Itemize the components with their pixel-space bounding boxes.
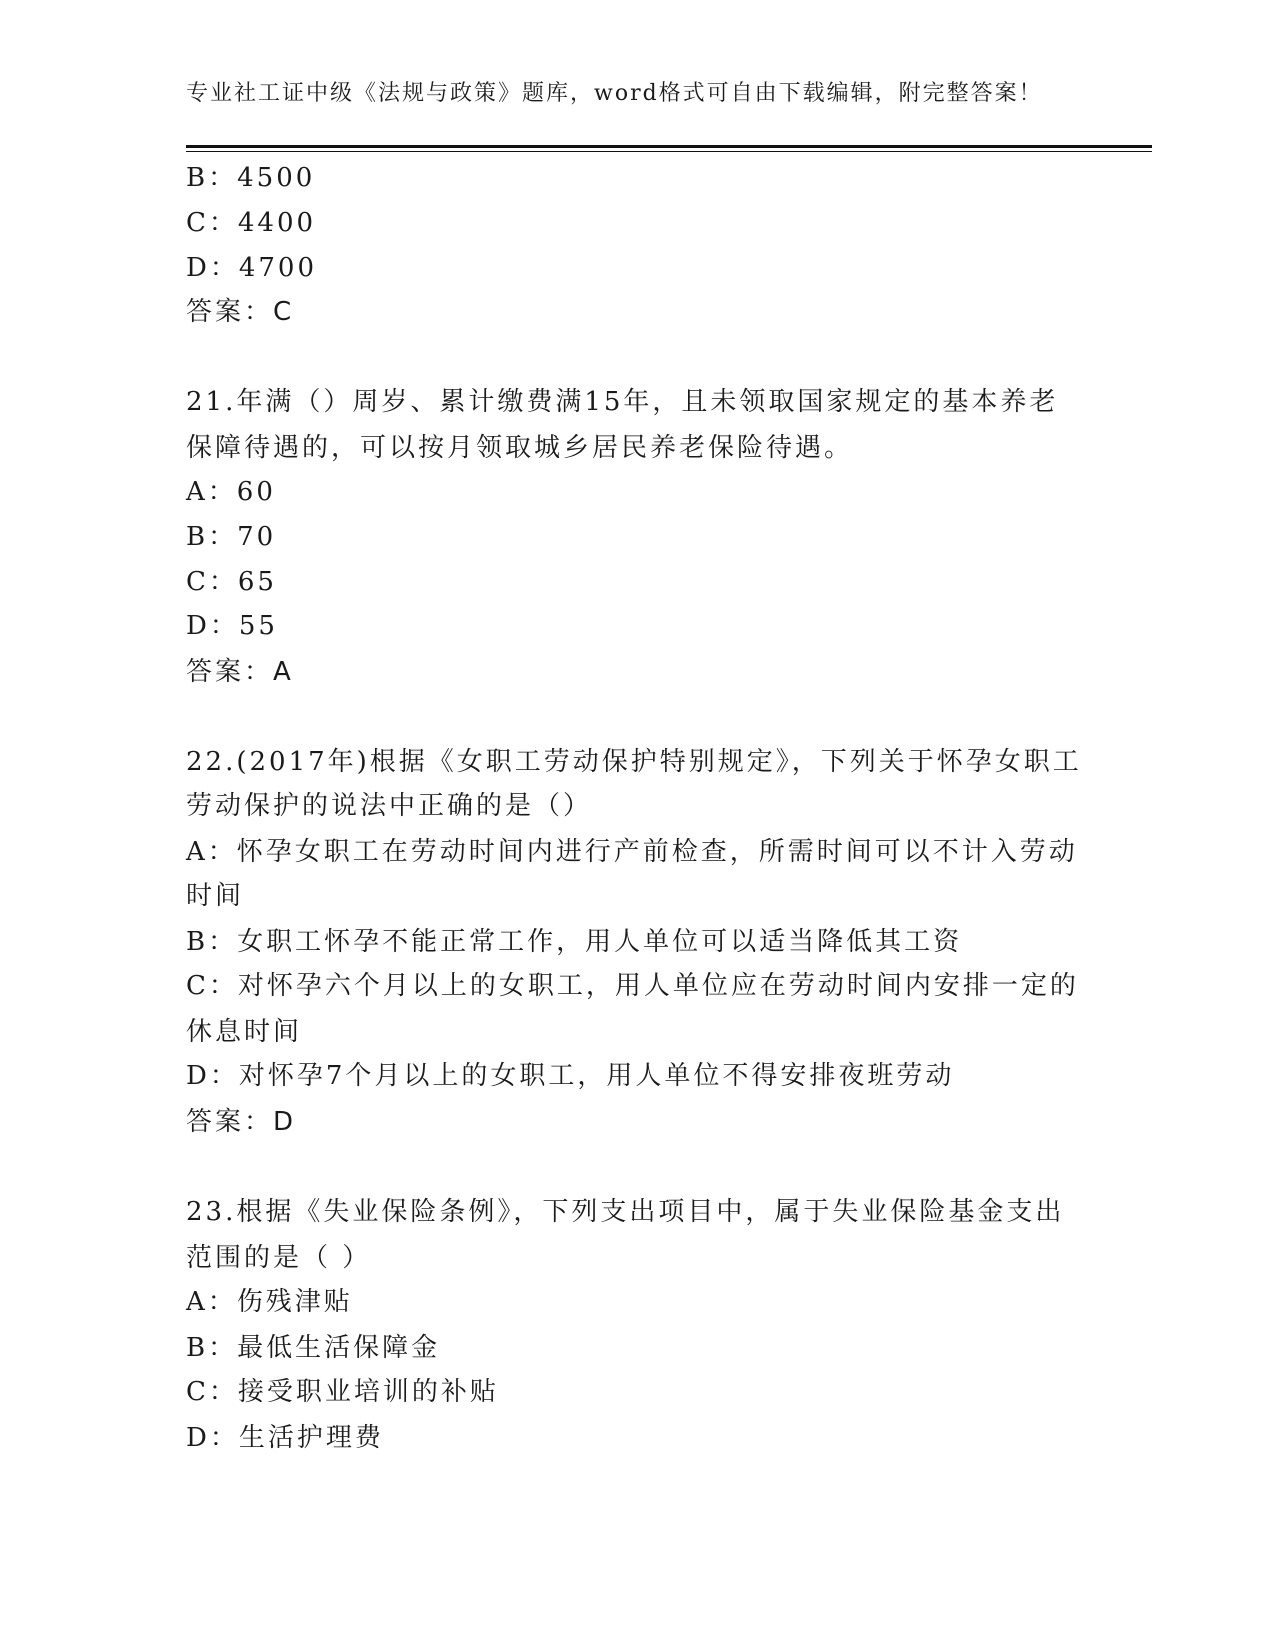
q22-option-a-line1: A：怀孕女职工在劳动时间内进行产前检查，所需时间可以不计入劳动 [186, 837, 1078, 867]
header-rule-thin [186, 151, 1152, 152]
q23-option-d: D：生活护理费 [186, 1423, 384, 1453]
q20-option-b: B：4500 [186, 163, 316, 193]
q23-option-a: A：伤残津贴 [186, 1287, 353, 1317]
q21-option-c: C：65 [186, 567, 277, 597]
header-rule-thick [186, 145, 1152, 148]
q22-option-d: D：对怀孕7个月以上的女职工，用人单位不得安排夜班劳动 [186, 1061, 955, 1091]
q22-option-b: B：女职工怀孕不能正常工作，用人单位可以适当降低其工资 [186, 927, 963, 957]
q21-stem-line2: 保障待遇的，可以按月领取城乡居民养老保险待遇。 [186, 433, 854, 463]
q22-stem-line1: 22.(2017年)根据《女职工劳动保护特别规定》，下列关于怀孕女职工 [186, 747, 1082, 777]
q22-option-c-line1: C：对怀孕六个月以上的女职工，用人单位应在劳动时间内安排一定的 [186, 971, 1079, 1001]
q22-stem-line2: 劳动保护的说法中正确的是（） [186, 791, 593, 821]
q22-option-a-line2: 时间 [186, 881, 245, 911]
q23-option-b: B：最低生活保障金 [186, 1333, 441, 1363]
q21-option-a: A：60 [186, 477, 276, 507]
q23-stem-line1: 23.根据《失业保险条例》，下列支出项目中，属于失业保险基金支出 [186, 1197, 1065, 1227]
q21-option-b: B：70 [186, 522, 277, 552]
q22-answer: 答案：D [186, 1107, 297, 1137]
q23-stem-line2: 范围的是（ ） [186, 1243, 372, 1273]
q20-option-c: C：4400 [186, 208, 317, 238]
q22-option-c-line2: 休息时间 [186, 1017, 303, 1047]
page-header: 专业社工证中级《法规与政策》题库，word格式可自由下载编辑，附完整答案！ [186, 81, 1043, 106]
q21-option-d: D：55 [186, 611, 278, 641]
q21-answer: 答案：A [186, 657, 294, 687]
q20-answer: 答案：C [186, 297, 295, 327]
q21-stem-line1: 21.年满（）周岁、累计缴费满15年，且未领取国家规定的基本养老 [186, 387, 1059, 417]
q20-option-d: D：4700 [186, 253, 318, 283]
q23-option-c: C：接受职业培训的补贴 [186, 1377, 499, 1407]
